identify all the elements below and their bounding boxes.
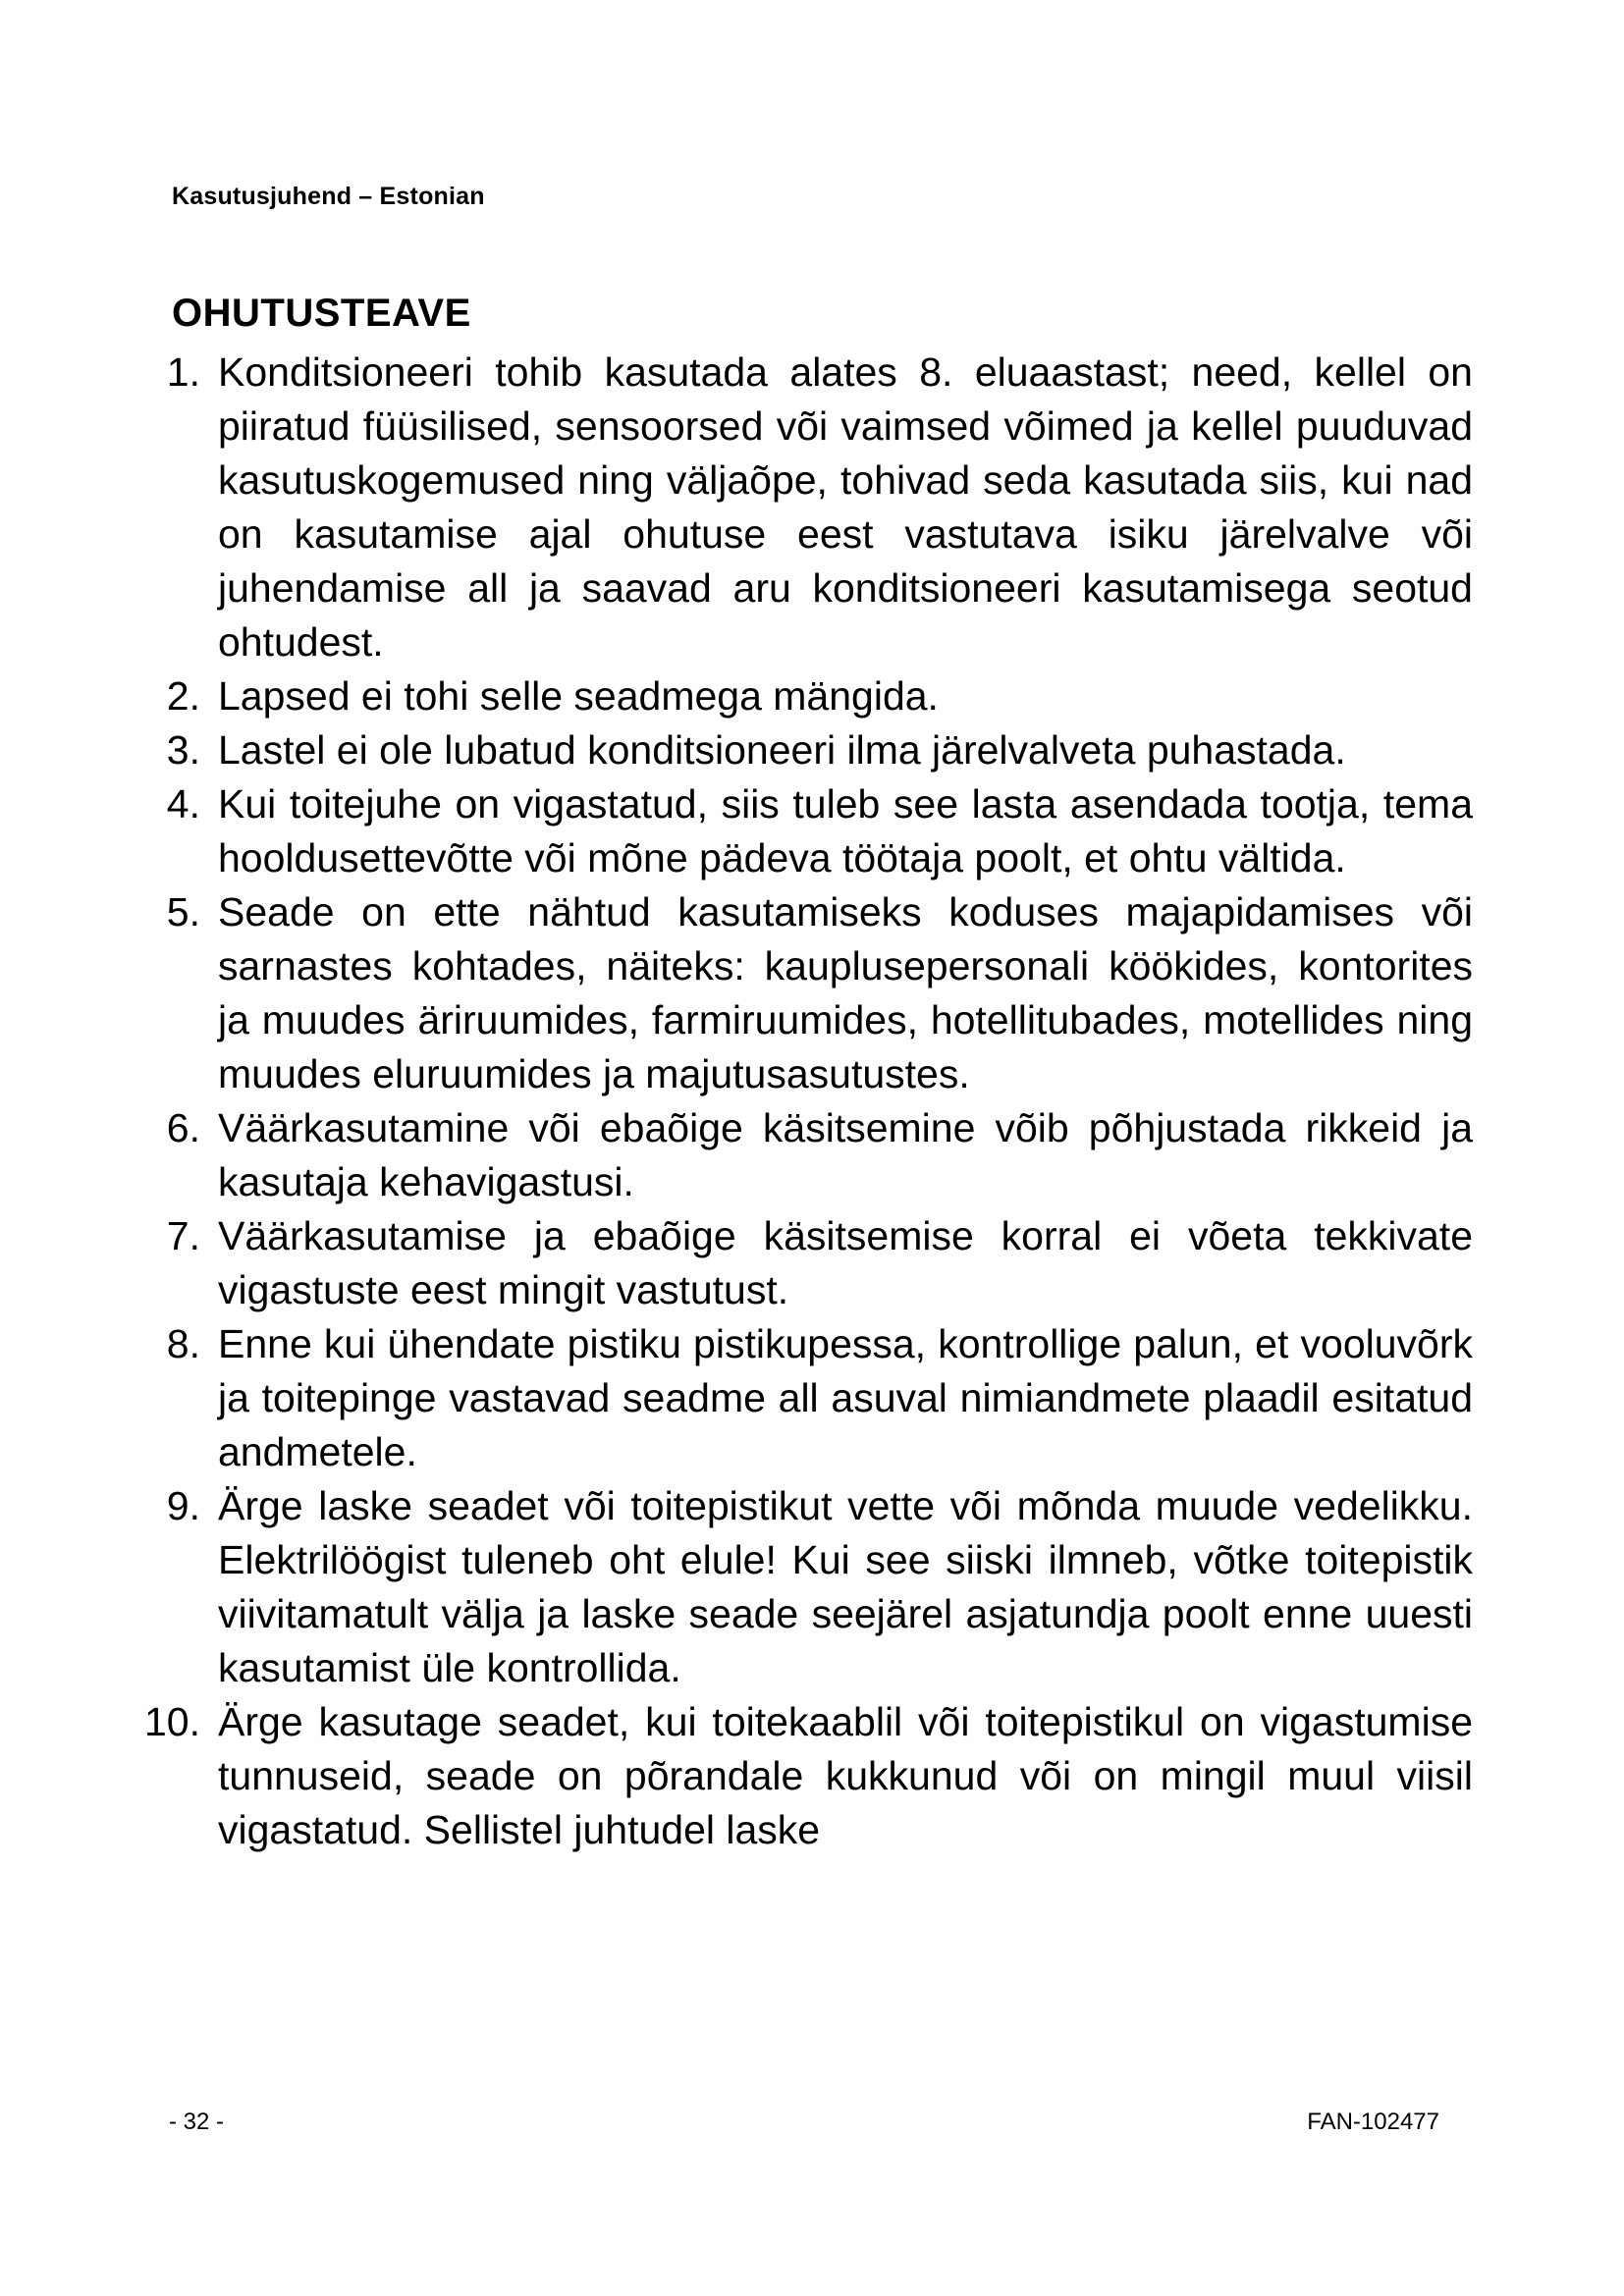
list-item-text: Seade on ette nähtud kasutamiseks koduses majapidamises või sarnastes kohtades, näiteks: kauplusepersonali köökides, kontorites ja muudes äriruumides, farmiruumides, hotellitubades, motellides ning muudes eluruumides ja majutusasutustes. <box>218 889 1473 1096</box>
list-item <box>135 777 1473 885</box>
footer-model-number: FAN-102477 <box>1307 2109 1439 2135</box>
list-item-number: 4. <box>166 781 200 827</box>
list-item-number: 5. <box>166 889 200 934</box>
list-item <box>135 1101 1473 1209</box>
list-item-number: 6. <box>166 1105 200 1150</box>
list-item <box>135 669 1473 723</box>
list-item-text: Lastel ei ole lubatud konditsioneeri ilma järelvalveta puhastada. <box>218 727 1346 773</box>
list-item <box>135 723 1473 777</box>
list-item-number: 10. <box>144 1699 200 1744</box>
document-header-label: Kasutusjuhend – Estonian <box>172 183 485 210</box>
section-title: OHUTUSTEAVE <box>172 292 471 335</box>
list-item-number: 9. <box>166 1483 200 1528</box>
list-item-number: 8. <box>166 1321 200 1366</box>
list-item-text: Kui toitejuhe on vigastatud, siis tuleb see lasta asendada tootja, tema hooldusettevõtte või mõne pädeva töötaja poolt, et ohtu vältida. <box>218 781 1473 881</box>
list-item-text: Väärkasutamise ja ebaõige käsitsemise korral ei võeta tekkivate vigastuste eest mingit vastutust. <box>218 1213 1473 1312</box>
list-item-text: Ärge laske seadet või toitepistikut vette või mõnda muude vedelikku. Elektrilöögist tuleneb oht elule! Kui see siiski ilmneb, võtke toitepistik viivitamatult välja ja laske seade seejärel asjatundja poolt enne uuesti kasutamist üle kontrollida. <box>218 1483 1473 1690</box>
list-item-text: Väärkasutamine või ebaõige käsitsemine võib põhjustada rikkeid ja kasutaja kehavigastusi. <box>218 1105 1473 1204</box>
safety-instructions-list <box>135 346 1473 1857</box>
list-item <box>135 346 1473 669</box>
list-item <box>135 1695 1473 1857</box>
footer-page-number: - 32 - <box>169 2109 225 2135</box>
list-item <box>135 1209 1473 1317</box>
list-item-text: Enne kui ühendate pistiku pistikupessa, kontrollige palun, et vooluvõrk ja toitepinge vastavad seadme all asuval nimiandmete plaadil esitatud andmetele. <box>218 1321 1473 1474</box>
list-item-text: Ärge kasutage seadet, kui toitekaablil või toitepistikul on vigastumise tunnuseid, seade on põrandale kukkunud või on mingil muul viisil vigastatud. Sellistel juhtudel laske <box>218 1699 1473 1852</box>
list-item-number: 3. <box>166 727 200 773</box>
list-item-number: 1. <box>166 349 200 395</box>
list-item <box>135 1479 1473 1695</box>
list-item-text: Konditsioneeri tohib kasutada alates 8. eluaastast; need, kellel on piiratud füüsilised, sensoorsed või vaimsed võimed ja kellel puuduvad kasutuskogemused ning väljaõpe, tohivad seda kasutada siis, kui nad on kasutamise ajal ohutuse eest vastutava isiku järelvalve või juhendamise all ja saavad aru konditsioneeri kasutamisega seotud ohtudest. <box>218 349 1473 665</box>
list-item <box>135 885 1473 1101</box>
list-item-number: 2. <box>166 673 200 719</box>
list-item-number: 7. <box>166 1213 200 1258</box>
list-item <box>135 1317 1473 1479</box>
list-item-text: Lapsed ei tohi selle seadmega mängida. <box>218 673 939 719</box>
